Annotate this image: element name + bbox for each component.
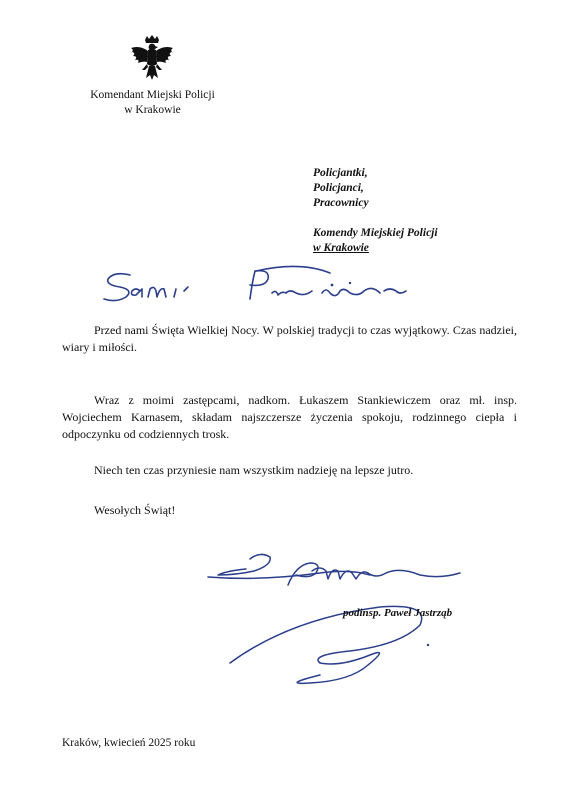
handwritten-greeting (100, 263, 420, 313)
addressee-line-3: Pracownicy (313, 197, 369, 209)
sender-title: Komendant Miejski Policji (90, 89, 215, 101)
sender-location: w Krakowie (124, 104, 181, 116)
addressee-line-5: w Krakowie (313, 242, 369, 254)
addressee-line-4: Komendy Miejskiej Policji (313, 227, 438, 239)
addressee-block (313, 166, 553, 256)
addressee-line-1: Policjantki, (313, 167, 368, 179)
body-paragraph-2: Wraz z moimi zastępcami, nadkom. Łukaszem Stankiewiczem oraz mł. insp. Wojciechem Karnasem, składam najszczersze życzenia spokoju, rodzinnego ciepła i odpoczynku od codziennych trosk. (62, 393, 517, 441)
place-date: Kraków, kwiecień 2025 roku (62, 737, 196, 749)
signer-name: podinsp. Paweł Jastrząb (343, 607, 453, 619)
sender-block (70, 88, 235, 118)
polish-eagle-emblem-icon (128, 34, 176, 86)
addressee-line-2: Policjanci, (313, 182, 364, 194)
body-paragraph-4: Wesołych Świąt! (94, 503, 176, 517)
body-paragraph-3: Niech ten czas przyniesie nam wszystkim nadzieję na lepsze jutro. (94, 463, 414, 477)
body-paragraph-1: Przed nami Święta Wielkiej Nocy. W polskiej tradycji to czas wyjątkowy. Czas nadziei, wiary i miłości. (62, 323, 517, 354)
